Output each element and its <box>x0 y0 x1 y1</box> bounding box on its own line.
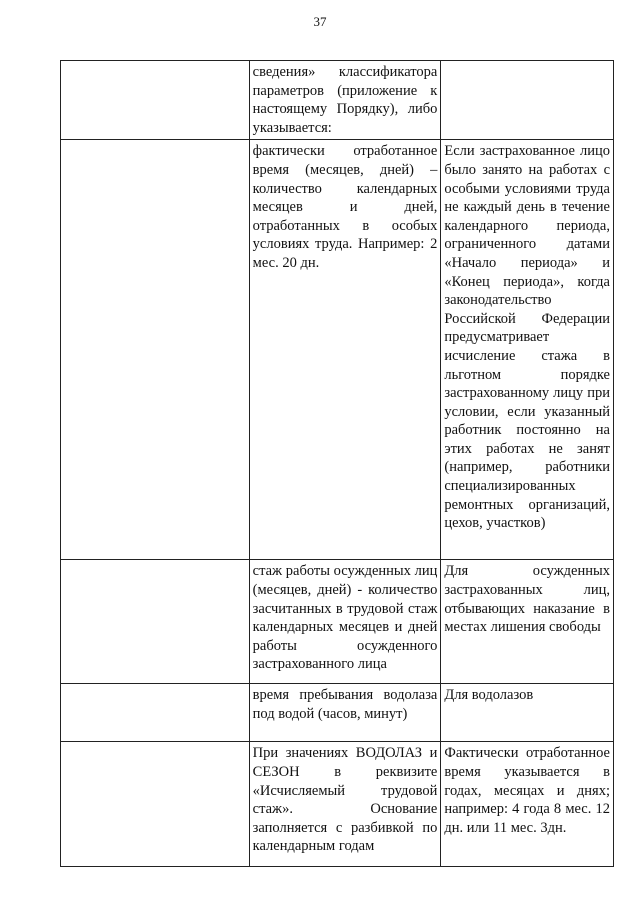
document-table <box>60 60 614 867</box>
table-cell-col1 <box>61 140 250 560</box>
table-cell-col2: время пребывания водолаза под водой (часов, минут) <box>249 684 441 742</box>
table-cell-col2: фактически отработанное время (месяцев, дней) – количество календарных месяцев и дней, отработанных в особых условиях труда. Например: 2 мес. 20 дн. <box>249 140 441 560</box>
table-cell-col3: Если застрахованное лицо было занято на работах с особыми условиями труда не каждый день в течение календарного периода, ограниченного датами «Начало периода» и «Конец периода», когда законодательство Российской Федерации предусматривает исчисление стажа в льготном порядке застрахованному лицу при условии, если указанный работник постоянно на этих работах не занят (например, работники специализированных ремонтных организаций, цехов, участков) <box>441 140 614 560</box>
table-cell-col3: Фактически отработанное время указывается в годах, месяцах и днях; например: 4 года 8 мес. 12 дн. или 11 мес. 3дн. <box>441 742 614 867</box>
table-cell-col1 <box>61 61 250 140</box>
table-cell-col2: стаж работы осужденных лиц (месяцев, дней) - количество засчитанных в трудовой стаж календарных месяцев и дней работы осужденного застрахованного лица <box>249 560 441 684</box>
table-row <box>61 61 614 140</box>
table-row <box>61 742 614 867</box>
table-row <box>61 140 614 560</box>
table-row <box>61 684 614 742</box>
table-cell-col3: Для водолазов <box>441 684 614 742</box>
table-row <box>61 560 614 684</box>
table-cell-col3: Для осужденных застрахованных лиц, отбывающих наказание в местах лишения свободы <box>441 560 614 684</box>
page-number: 37 <box>313 14 327 29</box>
table-cell-col3 <box>441 61 614 140</box>
table-cell-col1 <box>61 684 250 742</box>
table-cell-col2: сведения» классификатора параметров (приложение к настоящему Порядку), либо указывается: <box>249 61 441 140</box>
table-cell-col2: При значениях ВОДОЛАЗ и СЕЗОН в реквизите «Исчисляемый трудовой стаж». Основание заполняется с разбивкой по календарным годам <box>249 742 441 867</box>
table-cell-col1 <box>61 560 250 684</box>
table-cell-col1 <box>61 742 250 867</box>
